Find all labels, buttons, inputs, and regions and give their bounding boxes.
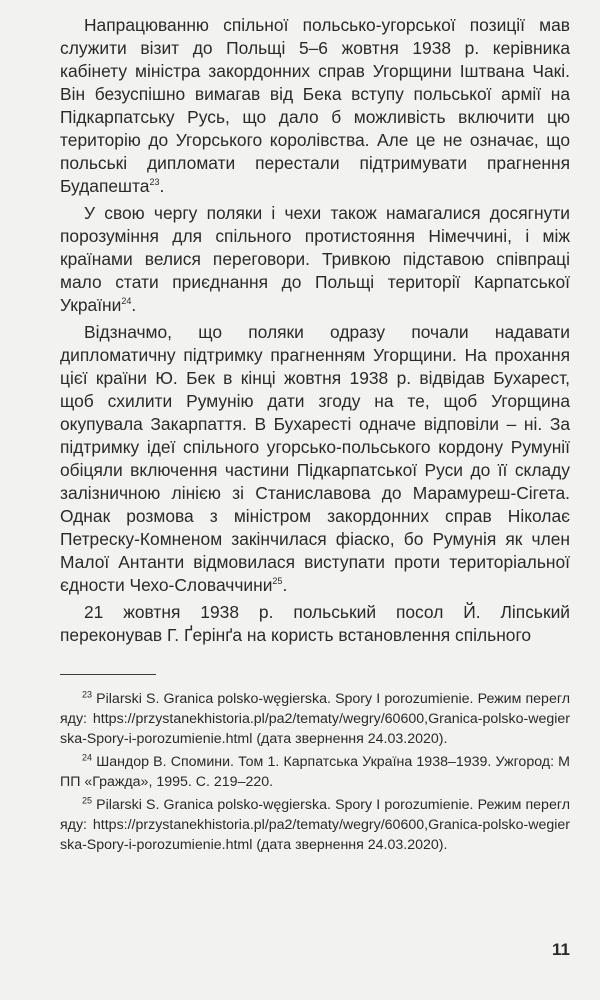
paragraph: У свою чергу поляки і чехи також намагалися досягнути порозуміння для спільного протистояння Німеччині, і між країнами велися переговори. Тривкою підставою співпраці мало стати приєднання до Польщі території Карпатської України$^{24}$. [60,203,570,315]
footnote-ref[interactable]: 25 [272,576,283,587]
footnote-divider [60,674,156,675]
paragraph-text: Відзначмо, що поляки одразу почали надавати дипломатичну підтримку прагненням Угорщини. На прохання цієї країни Ю. Бек в кінці жовтня 1938 р. відвідав Бухарест, щоб схилити Румунію дати згоду на те, щоб Угорщина окупувала Закарпаття. В Бухаресті одначе відповіли – ні. За підтримку ідеї спільного угорсько-польського кордону Румунії обіцяли включення частини Підкарпатської Руси до її складу залізничною лінією зі Станиславова до Марамуреш-Сігета. Однак розмова з міністром закордонних справ Ніколає Петреску-Комненом закінчилася фіаско, бо Румунія як член Малої Антанти відмовилася виступати проти територіальної єдности Чехо-Словаччини [60,322,570,595]
footnote [60,689,570,749]
footnote-number: 24 [82,752,93,763]
page-body [60,14,570,858]
footnotes [60,689,570,855]
footnote-text: Pilarski S. Granica polsko-węgierska. Spory I porozumienie. Режим перегляду: https://przystanekhistoria.pl/pa2/tematy/wegry/60600,Granica-polsko-wegierska-Spory-i-porozumienie.html (дата звернення 24.03.2020). [60,797,570,853]
footnote-ref[interactable]: 24 [121,296,132,307]
footnote-number: 23 [82,689,93,700]
paragraph: Напрацюванню спільної польсько-угорської позиції мав служити візит до Польщі 5–6 жовтня 1938 р. керівника кабінету міністра закордонних справ Угорщини Іштвана Чакі. Він безуспішно вимагав від Бека вступу польської армії на Підкарпатську Русь, що дало б можливість включити цю територію до Угорського королівства. Але це не означає, що польські дипломати перестали підтримувати прагнення Будапешта$^{23}$. [60,15,570,196]
footnote [60,795,570,855]
paragraph [60,601,570,647]
footnote-text: Шандор В. Спомини. Том 1. Карпатська Україна 1938–1939. Ужгород: МПП «Гражда», 1995. С. 219–220. [60,754,571,790]
page-number: 11 [552,940,570,959]
footnote-number: 25 [82,795,93,806]
paragraph-text: Напрацюванню спільної польсько-угорської позиції мав служити візит до Польщі 5–6 жовтня 1938 р. керівника кабінету міністра закордонних справ Угорщини Іштвана Чакі. Він безуспішно вимагав від Бека вступу польської армії на Підкарпатську Русь, що дало б можливість включити цю територію до Угорського королівства. Але це не означає, що польські дипломати перестали підтримувати прагнення Будапешта [60,15,570,196]
footnote-ref[interactable]: 23 [149,177,160,188]
paragraph-text: У свою чергу поляки і чехи також намагалися досягнути порозуміння для спільного протистояння Німеччині, і між країнами велися переговори. Тривкою підставою співпраці мало стати приєднання до Польщі території Карпатської України [60,203,570,315]
footnote [60,752,570,792]
main-text [60,14,570,647]
paragraph-text: 21 жовтня 1938 р. польський посол Й. Ліпський переконував Г. Ґерінґа на користь встановлення спільного [60,602,570,645]
footnote-text: Pilarski S. Granica polsko-węgierska. Spory I porozumienie. Режим перегляду: https://przystanekhistoria.pl/pa2/tematy/wegry/60600,Granica-polsko-wegierska-Spory-i-porozumienie.html (дата звернення 24.03.2020). [60,691,570,747]
paragraph: Відзначмо, що поляки одразу почали надавати дипломатичну підтримку прагненням Угорщини. На прохання цієї країни Ю. Бек в кінці жовтня 1938 р. відвідав Бухарест, щоб схилити Румунію дати згоду на те, щоб Угорщина окупувала Закарпаття. В Бухаресті одначе відповіли – ні. За підтримку ідеї спільного угорсько-польського кордону Румунії обіцяли включення частини Підкарпатської Руси до її складу залізничною лінією зі Станиславова до Марамуреш-Сігета. Однак розмова з міністром закордонних справ Ніколає Петреску-Комненом закінчилася фіаско, бо Румунія як член Малої Антанти відмовилася виступати проти територіальної єдности Чехо-Словаччини$^{25}$. [60,322,570,595]
